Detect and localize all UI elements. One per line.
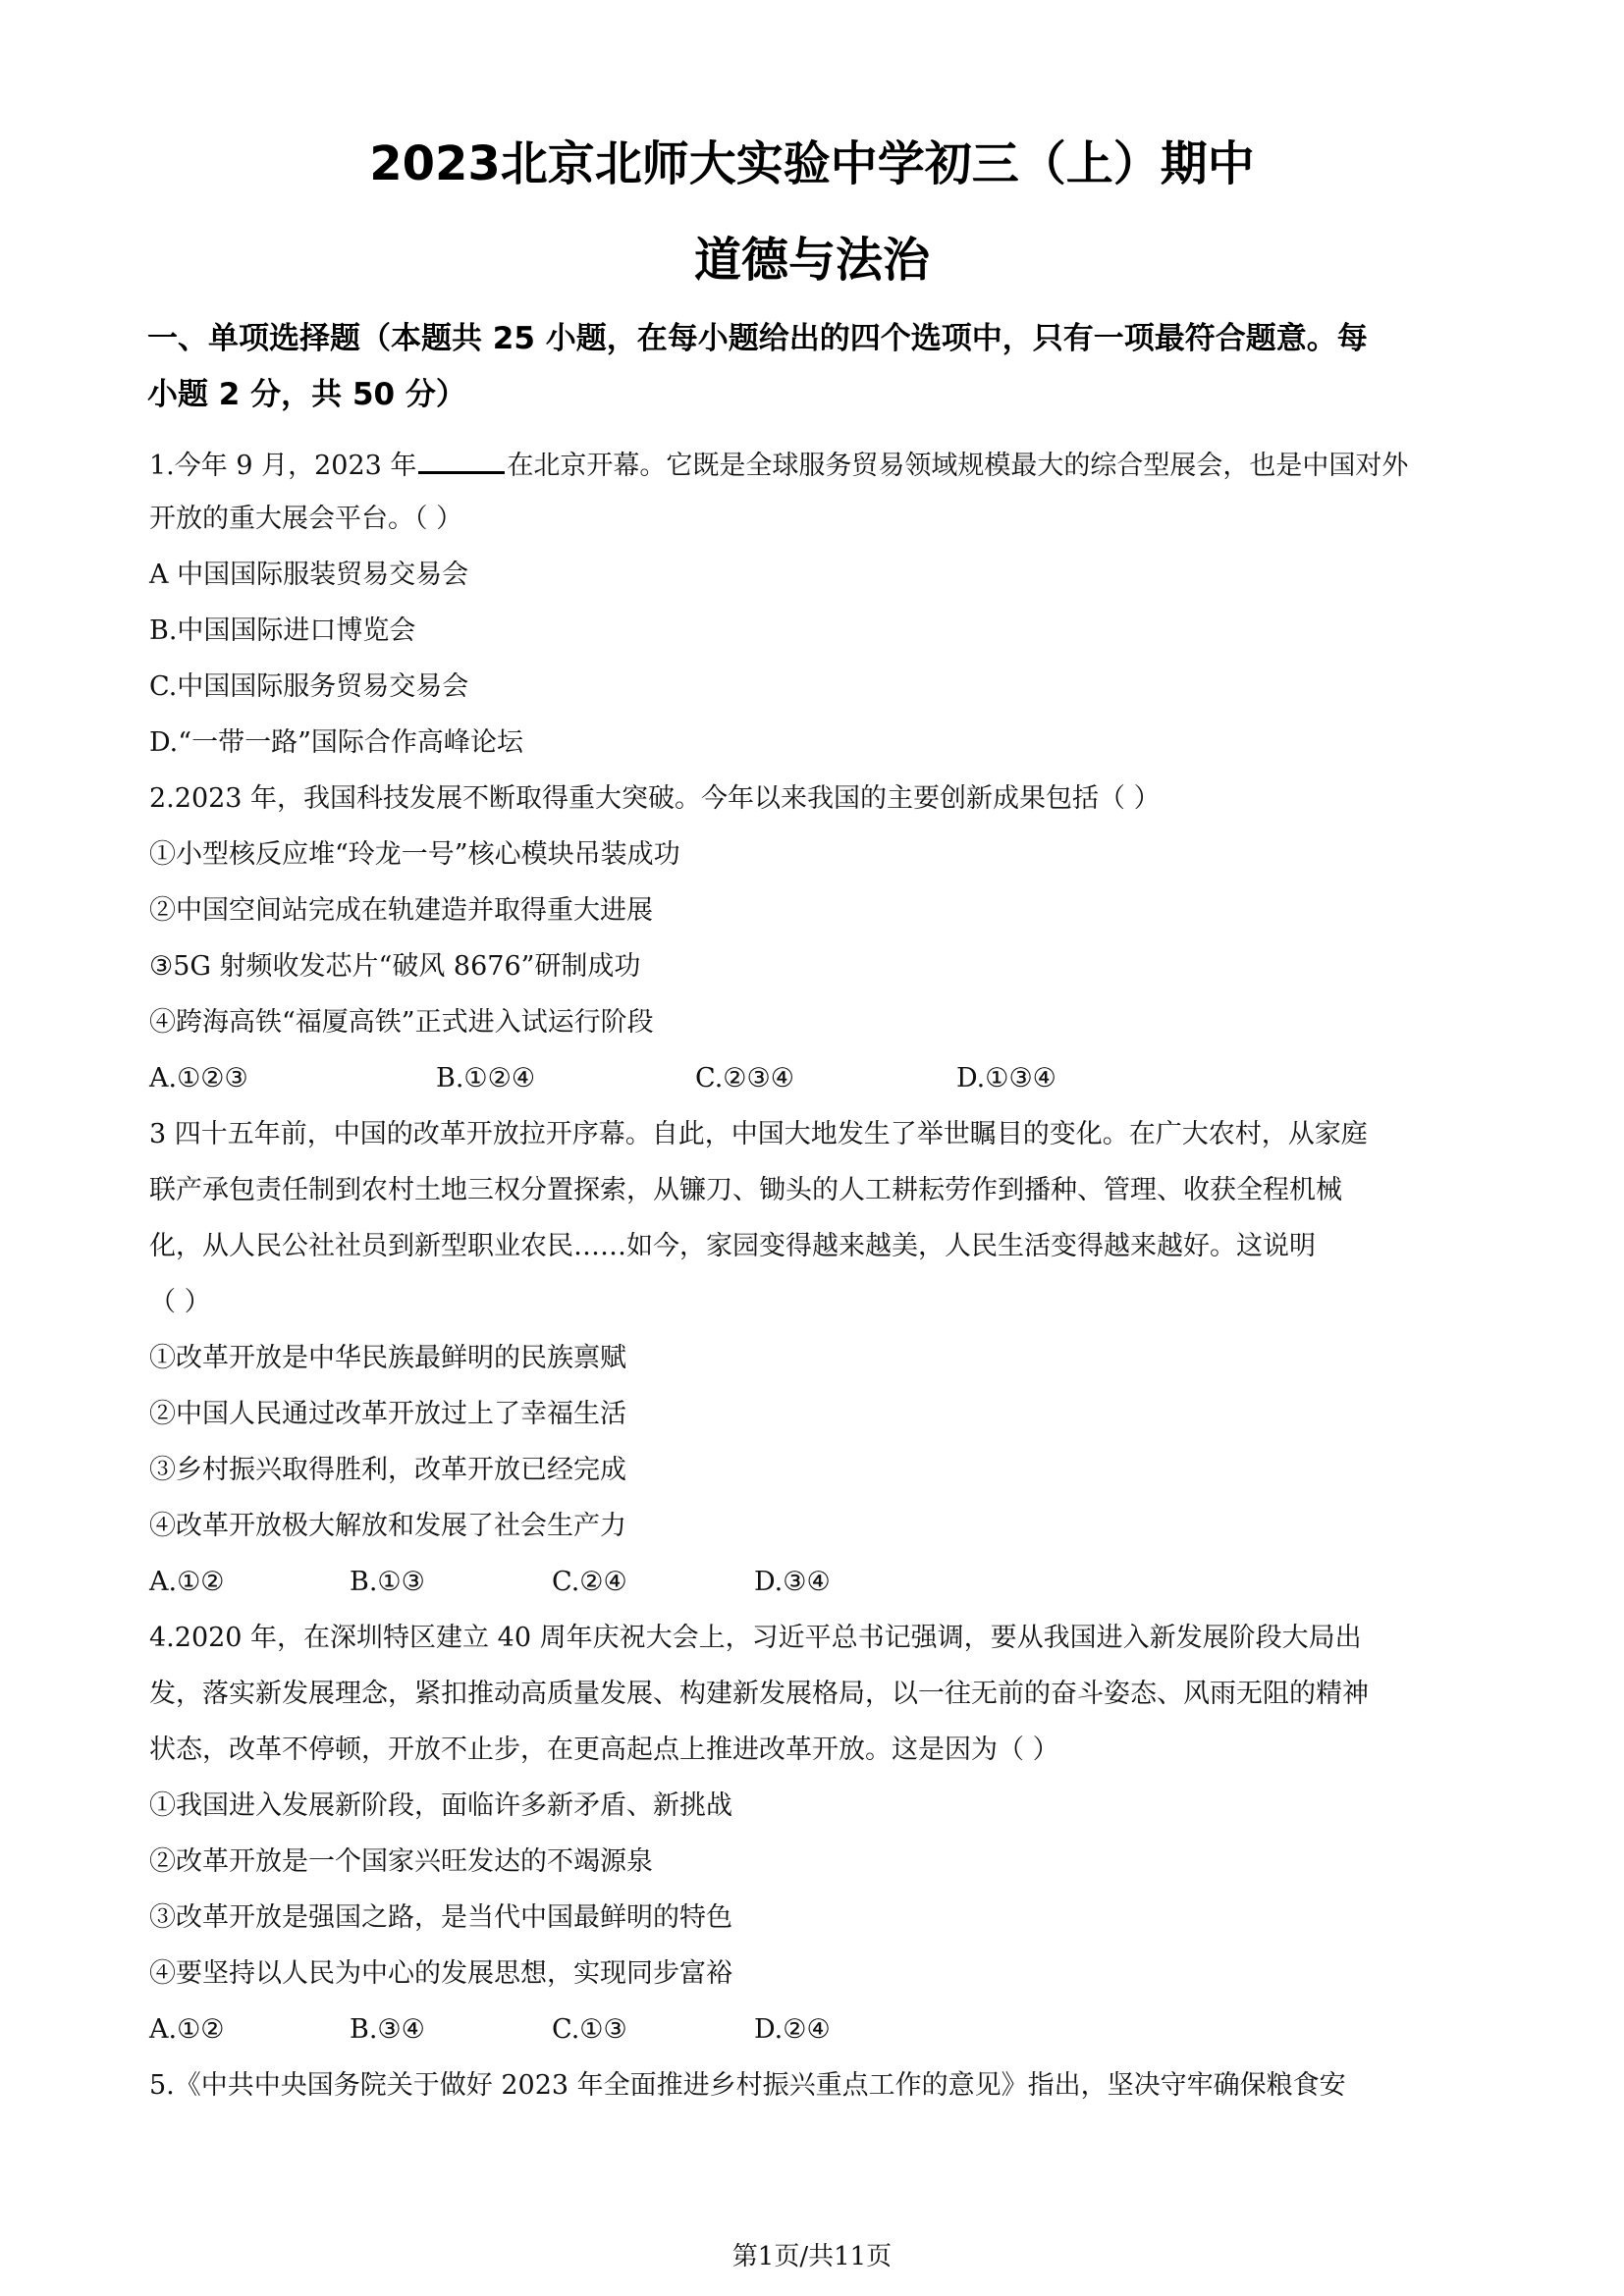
q2-item-4: ④跨海高铁“福厦高铁”正式进入试运行阶段 xyxy=(149,1007,654,1038)
q4-option-a: A.①② xyxy=(149,2014,225,2045)
q3-stem-line4: （ ） xyxy=(149,1287,211,1317)
q2-item-3: ③5G 射频收发芯片“破风 8676”研制成功 xyxy=(149,951,641,982)
q4-item-4: ④要坚持以人民为中心的发展思想，实现同步富裕 xyxy=(149,1958,732,1989)
q3-option-a: A.①② xyxy=(149,1567,225,1597)
q2-option-d: D.①③④ xyxy=(956,1063,1056,1094)
q3-option-c: C.②④ xyxy=(552,1567,627,1597)
q4-item-3: ③改革开放是强国之路，是当代中国最鲜明的特色 xyxy=(149,1902,732,1933)
q4-item-1: ①我国进入发展新阶段，面临许多新矛盾、新挑战 xyxy=(149,1790,732,1821)
q2-item-2: ②中国空间站完成在轨建造并取得重大进展 xyxy=(149,895,653,926)
section-heading-line1: 一、单项选择题（本题共 25 小题，在每小题给出的四个选项中，只有一项最符合题意。每 xyxy=(147,321,1368,356)
q1-fill-blank xyxy=(418,444,505,474)
section-heading xyxy=(147,311,1483,423)
page-number: 第1页/共11页 xyxy=(731,2242,893,2271)
q3-option-d: D.③④ xyxy=(754,1567,831,1597)
q3-stem-line3: 化，从人民公社社员到新型职业农民……如今，家园变得越来越美，人民生活变得越来越好。这说明 xyxy=(149,1231,1316,1261)
q2-option-b: B.①②④ xyxy=(436,1063,536,1094)
q1-stem-end: 在北京开幕。它既是全球服务贸易领域规模最大的综合型展会，也是中国对外 xyxy=(507,451,1409,481)
q5-stem-line1: 5.《中共中央国务院关于做好 2023 年全面推进乡村振兴重点工作的意见》指出，坚决守牢确保粮食安 xyxy=(149,2070,1346,2101)
q1-option-b: B.中国国际进口博览会 xyxy=(149,615,416,646)
q2-item-1: ①小型核反应堆“玲龙一号”核心模块吊装成功 xyxy=(149,839,680,870)
q1-option-d: D.“一带一路”国际合作高峰论坛 xyxy=(149,727,523,758)
q3-item-1: ①改革开放是中华民族最鲜明的民族禀赋 xyxy=(149,1343,626,1373)
q3-item-4: ④改革开放极大解放和发展了社会生产力 xyxy=(149,1511,626,1541)
q4-item-2: ②改革开放是一个国家兴旺发达的不竭源泉 xyxy=(149,1846,653,1877)
q4-stem-line1: 4.2020 年，在深圳特区建立 40 周年庆祝大会上，习近平总书记强调，要从我国进入新发展阶段大局出 xyxy=(149,1623,1362,1653)
q3-stem-line1: 3 四十五年前，中国的改革开放拉开序幕。自此，中国大地发生了举世瞩目的变化。在广大农村，从家庭 xyxy=(149,1119,1368,1149)
q1-stem-line2: 开放的重大展会平台。（ ） xyxy=(149,504,463,534)
q3-stem-line2: 联产承包责任制到农村土地三权分置探索，从镰刀、锄头的人工耕耘劳作到播种、管理、收获全程机械 xyxy=(149,1175,1342,1205)
q1-option-a: A 中国国际服装贸易交易会 xyxy=(149,560,469,590)
q1-stem-line1 xyxy=(149,444,1504,486)
section-heading-line2: 小题 2 分，共 50 分） xyxy=(147,377,466,412)
q1-option-c: C.中国国际服务贸易交易会 xyxy=(149,671,469,702)
q2-stem: 2.2023 年，我国科技发展不断取得重大突破。今年以来我国的主要创新成果包括（ ） xyxy=(149,783,1161,814)
q4-option-b: B.③④ xyxy=(350,2014,425,2045)
q4-stem-line3: 状态，改革不停顿，开放不止步，在更高起点上推进改革开放。这是因为（ ） xyxy=(149,1735,1059,1765)
q2-option-a: A.①②③ xyxy=(149,1063,248,1094)
q3-option-b: B.①③ xyxy=(350,1567,425,1597)
q1-stem-start: 1.今年 9 月，2023 年 xyxy=(149,451,417,481)
document-title: 2023北京北师大实验中学初三（上）期中 xyxy=(369,136,1255,191)
q4-stem-line2: 发，落实新发展理念，紧扣推动高质量发展、构建新发展格局，以一往无前的奋斗姿态、风雨无阻的精神 xyxy=(149,1679,1369,1709)
document-subject: 道德与法治 xyxy=(693,233,930,288)
q3-item-3: ③乡村振兴取得胜利，改革开放已经完成 xyxy=(149,1455,626,1485)
q4-option-d: D.②④ xyxy=(754,2014,831,2045)
q3-item-2: ②中国人民通过改革开放过上了幸福生活 xyxy=(149,1399,626,1429)
q4-option-c: C.①③ xyxy=(552,2014,627,2045)
q2-option-c: C.②③④ xyxy=(695,1063,794,1094)
